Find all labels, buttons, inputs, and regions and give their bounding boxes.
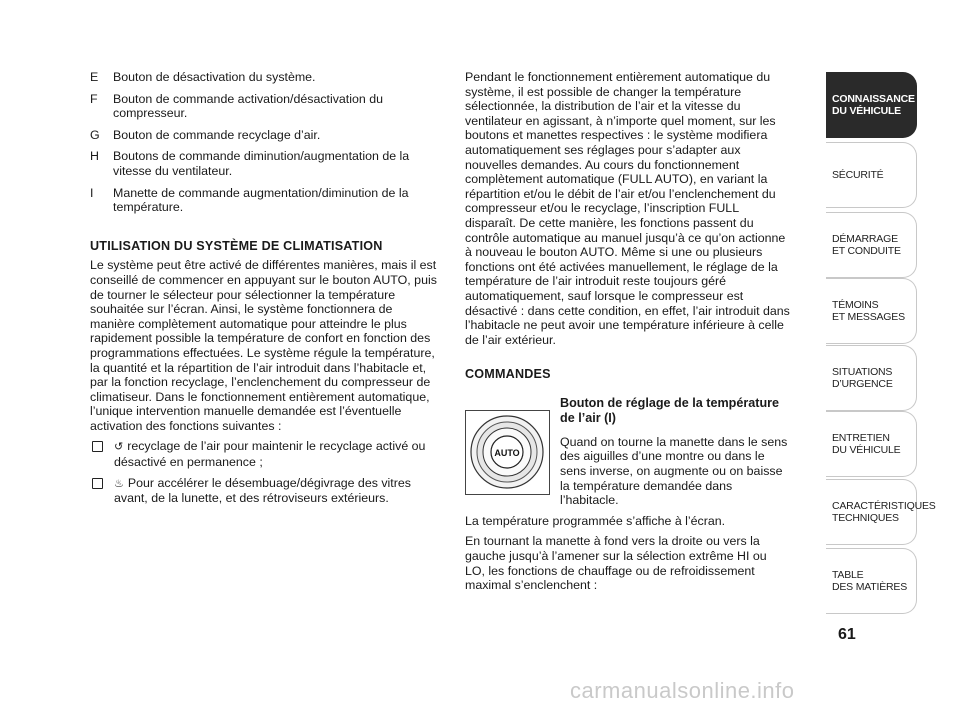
auto-label: AUTO [494, 447, 520, 458]
sidebar-tab[interactable] [826, 411, 917, 477]
auto-operation-paragraph: Pendant le fonctionnement entièrement automatique du système, il est possible de changer la température sélectionnée, la distribution de l’air et la vitesse du ventilateur en agissant, à n’importe quel moment, sur les boutons et manettes respectives : le système modifiera automatiquement ses réglages pour s’adapter aux nouvelles demandes. Au cours du fonctionnement complètement automatique (FULL AUTO), en variant la répartition et/ou le débit de l’air et/ou l’enclenchement du compresseur et/ou le recyclage, l’inscription FULL disparaît. De cette manière, les fonctions passent du contrôle automatique au manuel jusqu’à ce qu’on actionne à nouveau le bouton AUTO. Même si une ou plusieurs fonctions ont été activées manuellement, le réglage de la température de l’air introduit reste toujours géré automatiquement, sauf lorsque le compresseur est désactivé : dans cette condition, en effet, l’air introduit dans l’habitacle ne peut avoir une température inférieure à celle de l’air extérieur. [465, 70, 790, 347]
definition-text: Bouton de commande recyclage d’air. [113, 127, 321, 142]
sidebar-tab-label: CONNAISSANCE DU VÉHICULE [832, 93, 915, 117]
definition-item [90, 128, 440, 143]
definition-text: Manette de commande augmentation/diminution de la température. [113, 185, 409, 215]
definition-item [90, 70, 440, 85]
definition-item [90, 149, 440, 178]
sidebar-tab[interactable] [826, 548, 917, 614]
checkbox-bullet-icon [92, 441, 103, 452]
temperature-description: Quand on tourne la manette dans le sens des aiguilles d’une montre ou dans le sens inverse, on augmente ou on baisse la température demandée dans l’habitacle. [560, 434, 788, 508]
commandes-title: COMMANDES [465, 367, 551, 382]
page-number: 61 [838, 626, 856, 643]
watermark: carmanualsonline.info [570, 678, 795, 703]
checkbox-bullet-icon [92, 478, 103, 489]
section-title: UTILISATION DU SYSTÈME DE CLIMATISATION [90, 238, 383, 253]
bullet-text: recyclage de l’air pour maintenir le recyclage activé ou désactivé en permanence ; [114, 439, 426, 470]
sidebar-tab[interactable] [826, 72, 917, 138]
definition-text: Bouton de commande activation/désactivation du compresseur. [113, 91, 384, 121]
temperature-knob-block [465, 396, 790, 514]
sidebar-tab[interactable] [826, 212, 917, 278]
sidebar-tab[interactable] [826, 278, 917, 344]
bullet-text: Pour accélérer le désembuage/dégivrage des vitres avant, de la lunette, et des rétroviseurs extérieurs. [114, 475, 411, 506]
sidebar-tab-label: TÉMOINS ET MESSAGES [832, 299, 905, 323]
bullet-item-recirculation [90, 439, 440, 469]
sidebar-tab-label: CARACTÉRISTIQUES TECHNIQUES [832, 500, 936, 524]
temperature-extreme-text: En tournant la manette à fond vers la droite ou vers la gauche jusqu’à l’amener sur la sélection extrême HI ou LO, les fonctions de chauffage ou de refroidissement maximal s’enclenchent : [465, 534, 767, 593]
sidebar-tab-label: DÉMARRAGE ET CONDUITE [832, 233, 901, 257]
temperature-display-text: La température programmée s’affiche à l’écran. [465, 513, 726, 528]
temperature-heading: Bouton de réglage de la température de l’air (I) [560, 395, 780, 425]
air-recirculation-icon: ↺ [114, 441, 124, 454]
sidebar-tab-label: SÉCURITÉ [832, 169, 884, 181]
sidebar-tab[interactable] [826, 345, 917, 411]
definition-letter: H [90, 149, 99, 164]
definition-text: Bouton de désactivation du système. [113, 70, 316, 84]
definition-letter: F [90, 91, 98, 106]
definition-list [90, 70, 440, 215]
max-defrost-icon: ♨ [114, 477, 124, 490]
temperature-knob-illustration [465, 410, 550, 495]
intro-paragraph: Le système peut être activé de différentes manières, mais il est conseillé de commencer en appuyant sur le bouton AUTO, puis de tourner le sélecteur pour sélectionner la température souhaitée sur l’écran. Ainsi, le système fonctionnera de manière complètement automatique pour atteindre le plus rapidement possible la température de confort en fonction des programmations effectuées. Le système régule la température, la quantité et la répartition de l’air introduit dans l’habitacle et, par la fonction recyclage, l’enclenchement du compresseur de climatiseur. Dans le fonctionnement entièrement automatique, l’unique intervention manuelle demandée est l’éventuelle activation des fonctions suivantes : [90, 258, 437, 433]
sidebar-tab[interactable] [826, 142, 917, 208]
sidebar-tab-label: ENTRETIEN DU VÉHICULE [832, 432, 901, 456]
definition-text: Boutons de commande diminution/augmentation de la vitesse du ventilateur. [113, 149, 410, 178]
definition-letter: I [90, 185, 94, 200]
definition-letter: E [90, 70, 99, 84]
sidebar-tab[interactable] [826, 479, 936, 545]
bullet-item-defrost [90, 476, 440, 506]
right-column [465, 70, 790, 599]
sidebar-tab-label: TABLE DES MATIÈRES [832, 569, 908, 593]
definition-item [90, 186, 440, 215]
definition-letter: G [90, 127, 100, 142]
definition-item [90, 92, 440, 121]
sidebar-tab-label: SITUATIONS D’URGENCE [832, 366, 893, 390]
left-column [90, 70, 440, 506]
